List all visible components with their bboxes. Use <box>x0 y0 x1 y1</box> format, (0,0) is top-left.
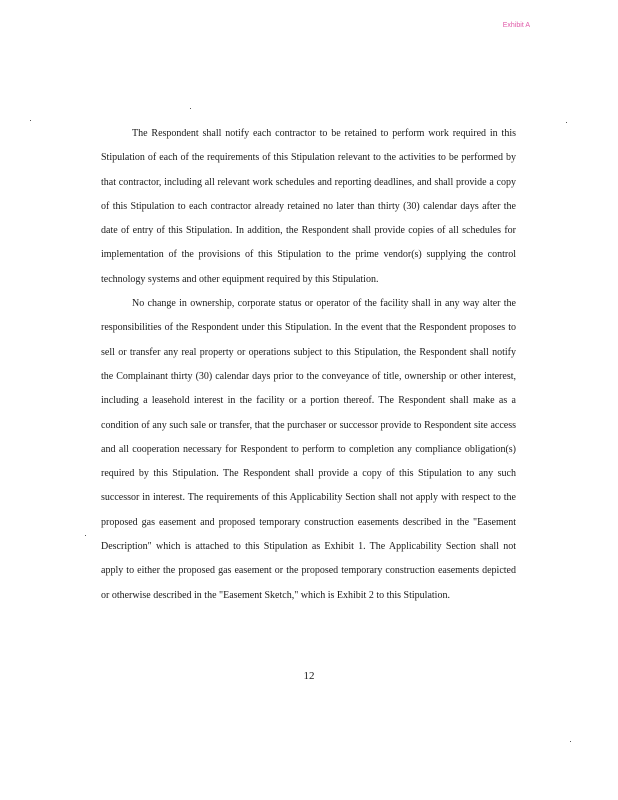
scan-speck <box>190 108 191 109</box>
page-number: 12 <box>303 670 315 682</box>
scan-speck <box>85 535 86 536</box>
scan-speck <box>566 122 567 123</box>
exhibit-tag: Exhibit A <box>502 22 530 29</box>
scan-speck <box>570 741 571 742</box>
scan-speck <box>30 120 31 121</box>
paragraph-contractor-notification: The Respondent shall notify each contractor to be retained to perform work required in this Stipulation of each of the requirements of this Stipulation relevant to the activities to be performed by that contractor, including all relevant work schedules and reporting deadlines, and shall provide a copy of this Stipulation to each contractor already retained no later than thirty (30) calendar days after the date of entry of this Stipulation. In addition, the Respondent shall provide copies of all schedules for implementation of the provisions of this Stipulation to the prime vendor(s) supplying the control technology systems and other equipment required by this Stipulation. <box>101 128 516 285</box>
document-body <box>101 122 516 608</box>
paragraph-ownership-change: No change in ownership, corporate status or operator of the facility shall in any way alter the responsibilities of the Respondent under this Stipulation. In the event that the Respondent proposes to sell or transfer any real property or operations subject to this Stipulation, the Respondent shall notify the Complainant thirty (30) calendar days prior to the conveyance of title, ownership or other interest, including a leasehold interest in the facility or a portion thereof. The Respondent shall make as a condition of any such sale or transfer, that the purchaser or successor provide to Respondent site access and all cooperation necessary for Respondent to perform to completion any compliance obligation(s) required by this Stipulation. The Respondent shall provide a copy of this Stipulation to any such successor in interest. The requirements of this Applicability Section shall not apply with respect to the proposed gas easement and proposed temporary construction easements described in the "Easement Description" which is attached to this Stipulation as Exhibit 1. The Applicability Section shall not apply to either the proposed gas easement or the proposed temporary construction easements depicted or otherwise described in the "Easement Sketch," which is Exhibit 2 to this Stipulation. <box>101 298 516 601</box>
